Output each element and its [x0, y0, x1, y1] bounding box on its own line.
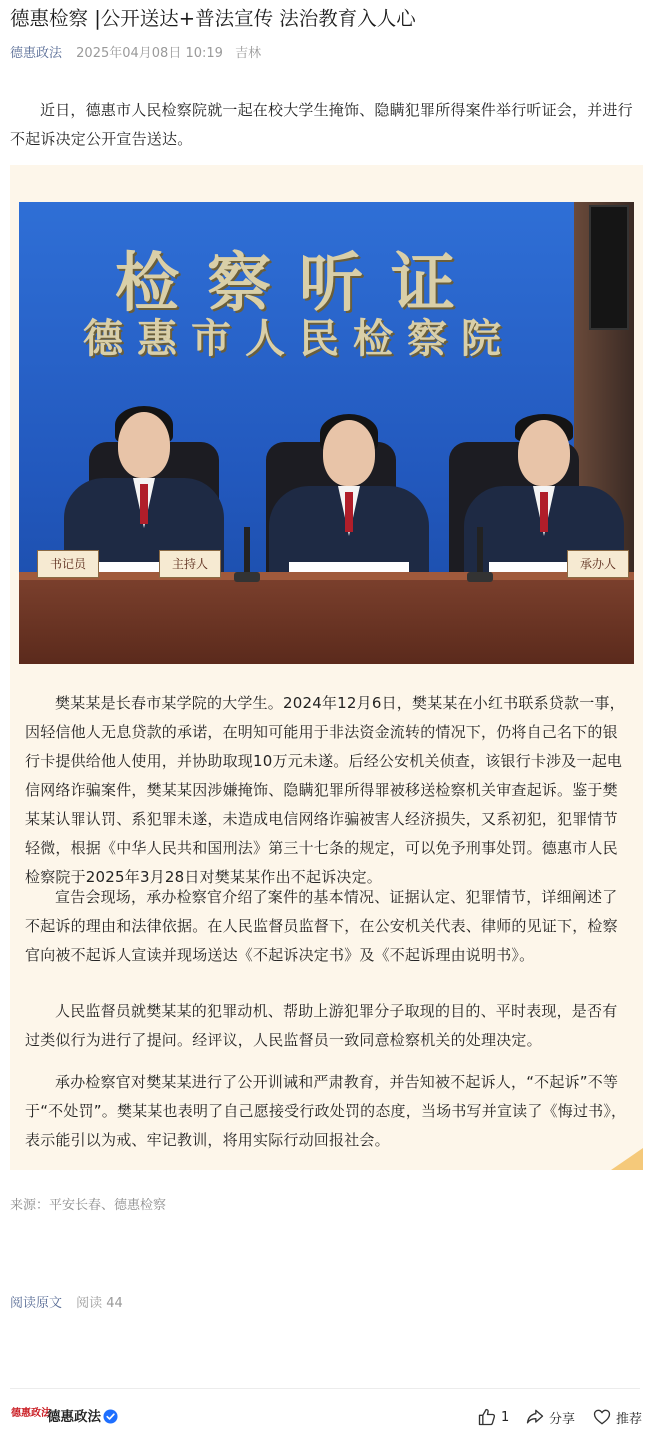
publish-time: 2025年04月08日 10:19: [76, 46, 223, 61]
body-paragraph-4: 承办检察官对樊某某进行了公开训诫和严肃教育，并告知被不起诉人，“不起诉”不等于“不处罚”。樊某某也表明了自己愿接受行政处罚的态度，当场书写并宣读了《悔过书》，表示能引以为戒、牢记教训，将用实际行动回报社会。: [25, 1073, 627, 1149]
photo-sign-title: 检察听证: [115, 246, 483, 321]
verified-icon: [103, 1409, 118, 1424]
like-button[interactable]: [477, 1405, 509, 1429]
recommend-button[interactable]: [592, 1405, 642, 1429]
like-count: 1: [501, 1409, 510, 1425]
recommend-label: 推荐: [616, 1411, 643, 1427]
article-meta: [10, 45, 261, 63]
photo-nameplate-prosecutor: 承办人: [567, 550, 629, 578]
account-name[interactable]: 德惠政法: [47, 1409, 101, 1425]
thumbs-up-icon: [477, 1407, 497, 1427]
heart-icon: [592, 1407, 612, 1427]
content-panel: [10, 165, 643, 1170]
share-icon: [525, 1407, 545, 1427]
body-paragraph-1: 樊某某是长春市某学院的大学生。2024年12月6日，樊某某在小红书联系贷款一事，因轻信他人无息贷款的承诺，在明知可能用于非法资金流转的情况下，仍将自己名下的银行卡提供给他人使用，并协助取现10万元未遂。后经公安机关侦查，该银行卡涉及一起电信网络诈骗案件，樊某某因涉嫌掩饰、隐瞒犯罪所得罪被移送检察机关审查起诉。鉴于樊某某认罪认罚、系犯罪未遂，未造成电信网络诈骗被害人经济损失，又系初犯，犯罪情节轻微，根据《中华人民共和国刑法》第三十七条的规定，可以免予刑事处罚。德惠市人民检察院于2025年3月28日对樊某某作出不起诉决定。: [25, 694, 625, 886]
author-link[interactable]: 德惠政法: [10, 46, 63, 61]
photo-mic-base-right: [467, 572, 493, 582]
photo-desk: [19, 580, 634, 664]
read-line: [10, 1295, 123, 1313]
account-logo[interactable]: [10, 1404, 51, 1430]
read-original-link[interactable]: 阅读原文: [10, 1296, 63, 1311]
article-title: 德惠检察 |公开送达+普法宣传 法治教育入人心: [10, 7, 416, 30]
source-note: 来源：平安长春、德惠检察: [10, 1198, 167, 1213]
intro-paragraph: 近日，德惠市人民检察院就一起在校大学生掩饰、隐瞒犯罪所得案件举行听证会，并进行不起诉决定公开宣告送达。: [10, 101, 633, 148]
account-footer: [0, 1396, 650, 1440]
body-paragraph-2: 宣告会现场，承办检察官介绍了案件的基本情况、证据认定、犯罪情节，详细阐述了不起诉的理由和法律依据。在人民监督员监督下，在公安机关代表、律师的见证下，检察官向被不起诉人宣读并现场送达《不起诉决定书》及《不起诉理由说明书》。: [25, 888, 618, 964]
body-paragraph-3: 人民监督员就樊某某的犯罪动机、帮助上游犯罪分子取现的目的、平时表现，是否有过类似行为进行了提问。经评议，人民监督员一致同意检察机关的处理决定。: [25, 1002, 618, 1049]
photo-nameplate-clerk: 书记员: [37, 550, 99, 578]
footer-divider: [10, 1388, 640, 1389]
panel-corner-decoration: [611, 1148, 643, 1170]
photo-nameplate-host: 主持人: [159, 550, 221, 578]
photo-screen: [589, 205, 629, 330]
photo-mic-left: [244, 527, 250, 577]
svg-text:德惠政法: 德惠政法: [11, 1408, 51, 1419]
read-count: 阅读 44: [76, 1296, 123, 1311]
hearing-photo[interactable]: [19, 202, 634, 664]
share-button[interactable]: [525, 1405, 575, 1429]
photo-sign-subtitle: 德惠市人民检察院: [83, 315, 515, 362]
publish-location: 吉林: [235, 46, 262, 61]
share-label: 分享: [549, 1411, 576, 1427]
photo-mic-right: [477, 527, 483, 577]
photo-mic-base-left: [234, 572, 260, 582]
